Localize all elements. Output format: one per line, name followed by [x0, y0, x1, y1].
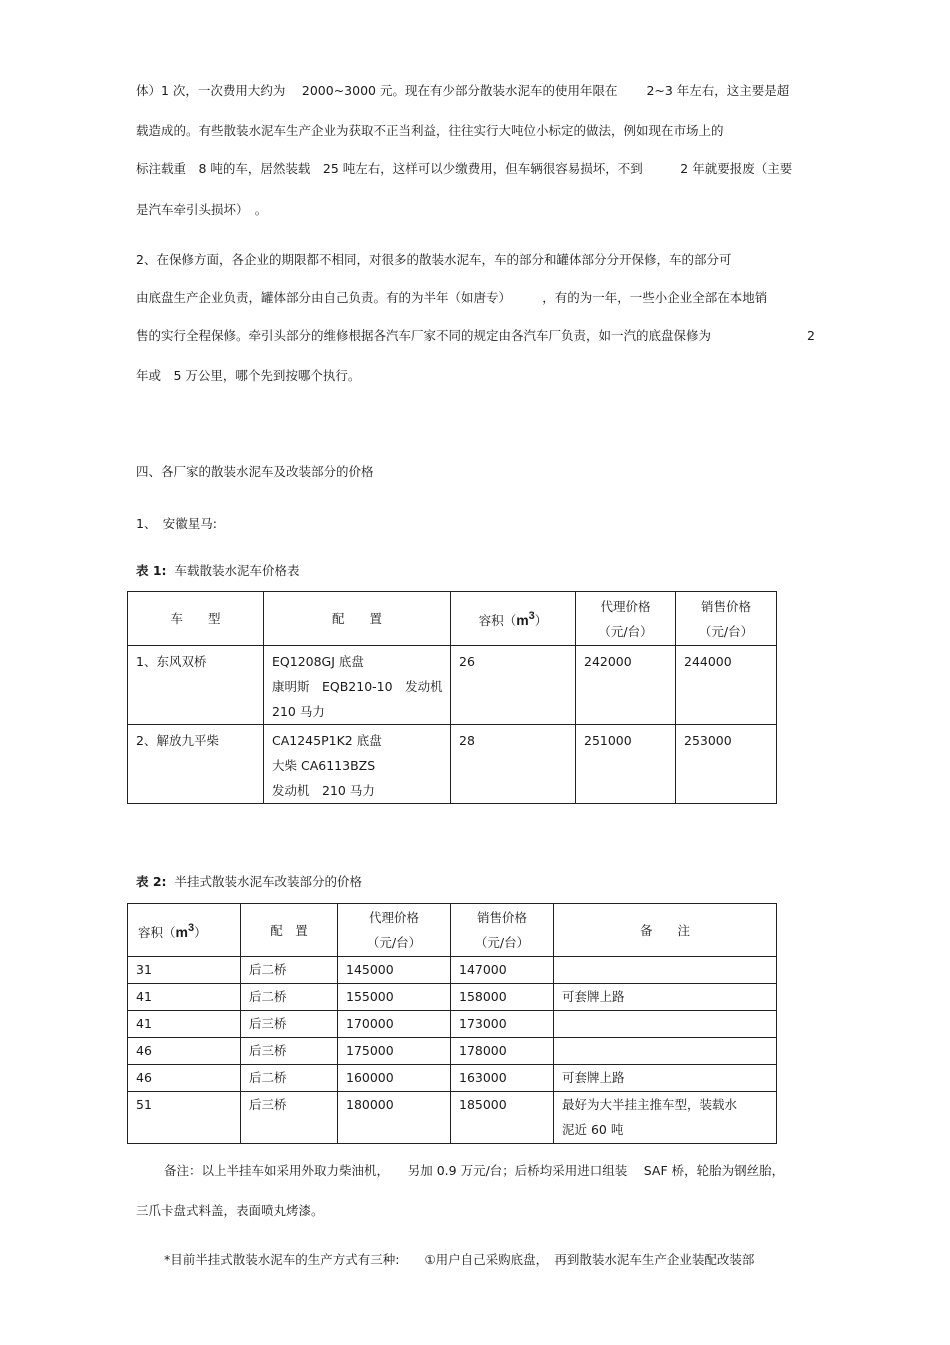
- table-row: [128, 1092, 777, 1144]
- table1-header-volume: 容积（m3）: [451, 592, 576, 646]
- table2-cell-config: 后二桥: [241, 1065, 338, 1092]
- table1-header-config: 配 置: [264, 592, 451, 646]
- table1-header-sale-price: 销售价格 （元/台）: [676, 592, 777, 646]
- table2-cell-sale-price: 163000: [451, 1065, 554, 1092]
- section-heading: 四、各厂家的散装水泥车及改装部分的价格: [136, 464, 374, 479]
- table2-cell-note: 可套牌上路: [554, 984, 777, 1011]
- table2-cell-volume: 46: [128, 1038, 241, 1065]
- table2-cell-sale-price: 178000: [451, 1038, 554, 1065]
- table2-cell-sale-price: 185000: [451, 1092, 554, 1144]
- table2-cell-config: 后三桥: [241, 1092, 338, 1144]
- table2-cell-note: 最好为大半挂主推车型，装载水 泥近 60 吨: [554, 1092, 777, 1144]
- table2-caption: [136, 873, 362, 891]
- table-row: [128, 957, 777, 984]
- table2-cell-volume: 41: [128, 984, 241, 1011]
- table1-cell-config: EQ1208GJ 底盘 康明斯 EQB210-10 发动机 210 马力: [264, 646, 451, 725]
- table2-cell-agent-price: 160000: [338, 1065, 451, 1092]
- table2-cell-sale-price: 147000: [451, 957, 554, 984]
- table2-cell-sale-price: 158000: [451, 984, 554, 1011]
- table-row: [128, 984, 777, 1011]
- table1-header-agent-price: 代理价格 （元/台）: [576, 592, 676, 646]
- table1-cell-model: 1、东风双桥: [128, 646, 264, 725]
- remark-line-2: 三爪卡盘式料盖，表面喷丸烤漆。: [136, 1203, 324, 1218]
- table1-header-model: 车 型: [128, 592, 264, 646]
- table-row: [128, 1011, 777, 1038]
- table-row: [128, 1038, 777, 1065]
- table2-cell-volume: 31: [128, 957, 241, 984]
- para1-line-3: 标注载重 8 吨的车，居然装载 25 吨左右，这样可以少缴费用，但车辆很容易损坏，不到 2 年就要报废（主要: [136, 161, 793, 176]
- table2-header-note: 备 注: [554, 904, 777, 957]
- para2-line-3-tail: 2: [807, 328, 815, 343]
- table2-cell-volume: 41: [128, 1011, 241, 1038]
- table1-caption-text: 车载散装水泥车价格表: [174, 563, 300, 578]
- subheading-anhui-xingma: 1、 安徽星马:: [136, 516, 217, 531]
- table1-caption: [136, 562, 300, 580]
- table2-cell-agent-price: 175000: [338, 1038, 451, 1065]
- table1-cell-volume: 26: [451, 646, 576, 725]
- table2-cell-note: 可套牌上路: [554, 1065, 777, 1092]
- table2-header-agent-price: 代理价格 （元/台）: [338, 904, 451, 957]
- para2-line-4: 年或 5 万公里，哪个先到按哪个执行。: [136, 368, 361, 383]
- table2-cell-config: 后二桥: [241, 984, 338, 1011]
- table2-header-sale-price: 销售价格 （元/台）: [451, 904, 554, 957]
- table-row: [128, 725, 777, 804]
- remark-line-1: 备注：以上半挂车如采用外取力柴油机， 另加 0.9 万元/台；后桥均采用进口组装 SAF 桥，轮胎为钢丝胎，: [164, 1163, 785, 1178]
- para1-line-4: 是汽车牵引头损坏） 。: [136, 202, 268, 217]
- table2-cell-config: 后三桥: [241, 1038, 338, 1065]
- para1-line-2: 载造成的。有些散装水泥车生产企业为获取不正当利益，往往实行大吨位小标定的做法，例如现在市场上的: [136, 123, 724, 138]
- table2-cell-agent-price: 155000: [338, 984, 451, 1011]
- table2-header-row: [128, 904, 777, 957]
- table2-cell-note: [554, 1038, 777, 1065]
- table2-cell-volume: 46: [128, 1065, 241, 1092]
- table1-cell-agent-price: 242000: [576, 646, 676, 725]
- table2-header-config: 配 置: [241, 904, 338, 957]
- table1-cell-model: 2、解放九平柴: [128, 725, 264, 804]
- para2-line-3: 售的实行全程保修。牵引头部分的维修根据各汽车厂家不同的规定由各汽车厂负责，如一汽的底盘保修为: [136, 328, 712, 343]
- para1-line-1: 体）1 次，一次费用大约为 2000~3000 元。现在有少部分散装水泥车的使用年限在 2~3 年左右，这主要是超: [136, 83, 790, 98]
- table2-caption-text: 半挂式散装水泥车改装部分的价格: [174, 874, 363, 889]
- table-row: [128, 646, 777, 725]
- table-row: [128, 1065, 777, 1092]
- table2-caption-label: 表 2:: [136, 874, 167, 889]
- table1-cell-config: CA1245P1K2 底盘 大柴 CA6113BZS 发动机 210 马力: [264, 725, 451, 804]
- table2-cell-agent-price: 145000: [338, 957, 451, 984]
- table2-cell-note: [554, 957, 777, 984]
- table2-semitrailer-prices: [127, 903, 777, 1144]
- footnote: *目前半挂式散装水泥车的生产方式有三种: ①用户自己采购底盘， 再到散装水泥车生产企业装配改装部: [164, 1252, 755, 1267]
- table2-cell-config: 后二桥: [241, 957, 338, 984]
- table2-cell-agent-price: 170000: [338, 1011, 451, 1038]
- table1-header-row: [128, 592, 777, 646]
- table2-header-volume: 容积（m3）: [128, 904, 241, 957]
- table2-cell-config: 后三桥: [241, 1011, 338, 1038]
- table2-cell-volume: 51: [128, 1092, 241, 1144]
- table1-truck-prices: [127, 591, 777, 804]
- table1-cell-sale-price: 253000: [676, 725, 777, 804]
- table1-cell-sale-price: 244000: [676, 646, 777, 725]
- table2-cell-sale-price: 173000: [451, 1011, 554, 1038]
- para2-line-2: 由底盘生产企业负责，罐体部分由自己负责。有的为半年（如唐专） ，有的为一年，一些小企业全部在本地销: [136, 290, 768, 305]
- para2-line-1: 2、在保修方面，各企业的期限都不相同，对很多的散装水泥车，车的部分和罐体部分分开保修，车的部分可: [136, 252, 732, 267]
- table1-cell-volume: 28: [451, 725, 576, 804]
- table1-caption-label: 表 1:: [136, 563, 167, 578]
- table2-cell-agent-price: 180000: [338, 1092, 451, 1144]
- table1-cell-agent-price: 251000: [576, 725, 676, 804]
- table2-cell-note: [554, 1011, 777, 1038]
